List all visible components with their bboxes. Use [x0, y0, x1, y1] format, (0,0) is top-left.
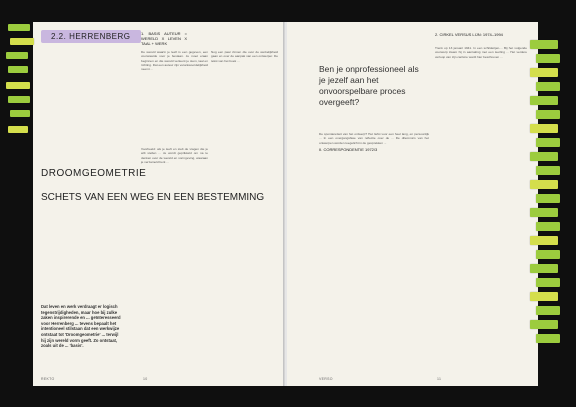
sticky-tab — [536, 222, 560, 231]
section-heading: 1. BASIS AUTEUR = WERELD X LEVEN X TAAL + WERK — [141, 31, 187, 46]
sticky-tab — [536, 306, 560, 315]
sticky-tab — [530, 40, 558, 49]
body-paragraph: Trenk op 13 januari 1941. In een schilderijen-... Bij het volgende voorwerp kwam hij in aanraking met een leerling ... Het verdere verloop van zijn carrière wordt hier beschreven ... — [435, 46, 527, 59]
sticky-tab — [530, 264, 558, 273]
pull-quote: Ben je onprofessioneel als je jezelf aan het onvoorspelbare proces overgeeft? — [319, 64, 419, 107]
body-column-right-1 — [319, 132, 429, 154]
sticky-tab — [536, 138, 560, 147]
sticky-tab — [530, 180, 558, 189]
section-heading-right: 2. CIRKEL VERSUS LIJN: 1974–1994 — [435, 32, 503, 37]
body-column-2 — [141, 147, 208, 166]
sticky-tab — [530, 236, 558, 245]
sticky-tab — [536, 54, 560, 63]
sticky-tab — [536, 250, 560, 259]
sticky-tab — [536, 166, 560, 175]
sticky-tab — [536, 82, 560, 91]
body-paragraph: Nog een paar zinnen die over de werkelijkheid gaan en over de aanpak van een ontwerper. De tekst van het boek ... — [211, 50, 278, 63]
left-page — [33, 22, 285, 386]
title-main: DROOMGEOMETRIE — [41, 168, 147, 179]
page-number-left: 10 — [143, 377, 148, 381]
sticky-tab — [536, 110, 560, 119]
sticky-tab — [530, 292, 558, 301]
body-paragraph: De wereld waarin je leeft is een gegeven, een voorwaarde voor je bestaan. Je moet eraan beginnen en die wereld verleent je stem, taal en richting. Dat een auteur zijn verantwoordelijkheid neemt ... — [141, 50, 208, 72]
sticky-tab — [530, 208, 558, 217]
footer-left: REKTO — [41, 377, 55, 381]
sticky-tab — [536, 194, 560, 203]
footer-right: VERSO — [319, 377, 333, 381]
sticky-tab — [6, 52, 28, 59]
sticky-tab — [6, 82, 30, 89]
sticky-tab — [530, 320, 558, 329]
sticky-tab — [10, 110, 30, 117]
page-number-right: 11 — [437, 377, 442, 381]
sticky-tab — [536, 278, 560, 287]
sticky-tab — [530, 96, 558, 105]
body-column-3 — [211, 50, 278, 65]
body-paragraph: Voorbeeld: als je leeft en stelt de vragen die je wilt stellen ... Je wordt geprikkeld om na te denken over de wereld en vormgeving, waaraan je verzameld bent ... — [141, 147, 208, 164]
body-column-right-2 — [435, 46, 527, 61]
sticky-tab — [530, 152, 558, 161]
chapter-tag: 2.2. HERRENBERG — [41, 30, 141, 43]
right-page — [287, 22, 538, 386]
sticky-tab — [8, 96, 30, 103]
open-book — [33, 14, 538, 394]
title-sub: SCHETS VAN EEN WEG EN EEN BESTEMMING — [41, 192, 265, 203]
sticky-tab — [8, 126, 28, 133]
subhead: II. CORRESPONDENTIE 1972/3 — [319, 146, 378, 152]
sticky-tab — [536, 334, 560, 343]
intro-text: Dat leven en werk verdraagt er logisch tegenstrijdigheden, maar hoe bij zulke zaken inspirerende en ... geïnteresseerd voor Herrenberg ... tevens bepaalt het intentioneel stilstaan dat een werkwijze ontstaat tot 'Droomgeometrie' ... terwijl hij zijn wereld vorm geeft. Zo ontstaat, zoals uit de ... 'basis'. — [41, 304, 121, 349]
sticky-tab — [10, 38, 34, 45]
sticky-tab — [8, 24, 30, 31]
sticky-tab — [530, 68, 558, 77]
sticky-tab — [8, 66, 28, 73]
sticky-tab — [530, 124, 558, 133]
body-column-1 — [141, 50, 208, 73]
body-paragraph: De spontaneïteit van het ontwerp? Het liefst voor een heel lang, en persoonlijk ... In een overgangsfase van reflectie over de ... De dilemma's van het ontwerpen worden toegelicht in de gesprekken ... — [319, 132, 429, 145]
